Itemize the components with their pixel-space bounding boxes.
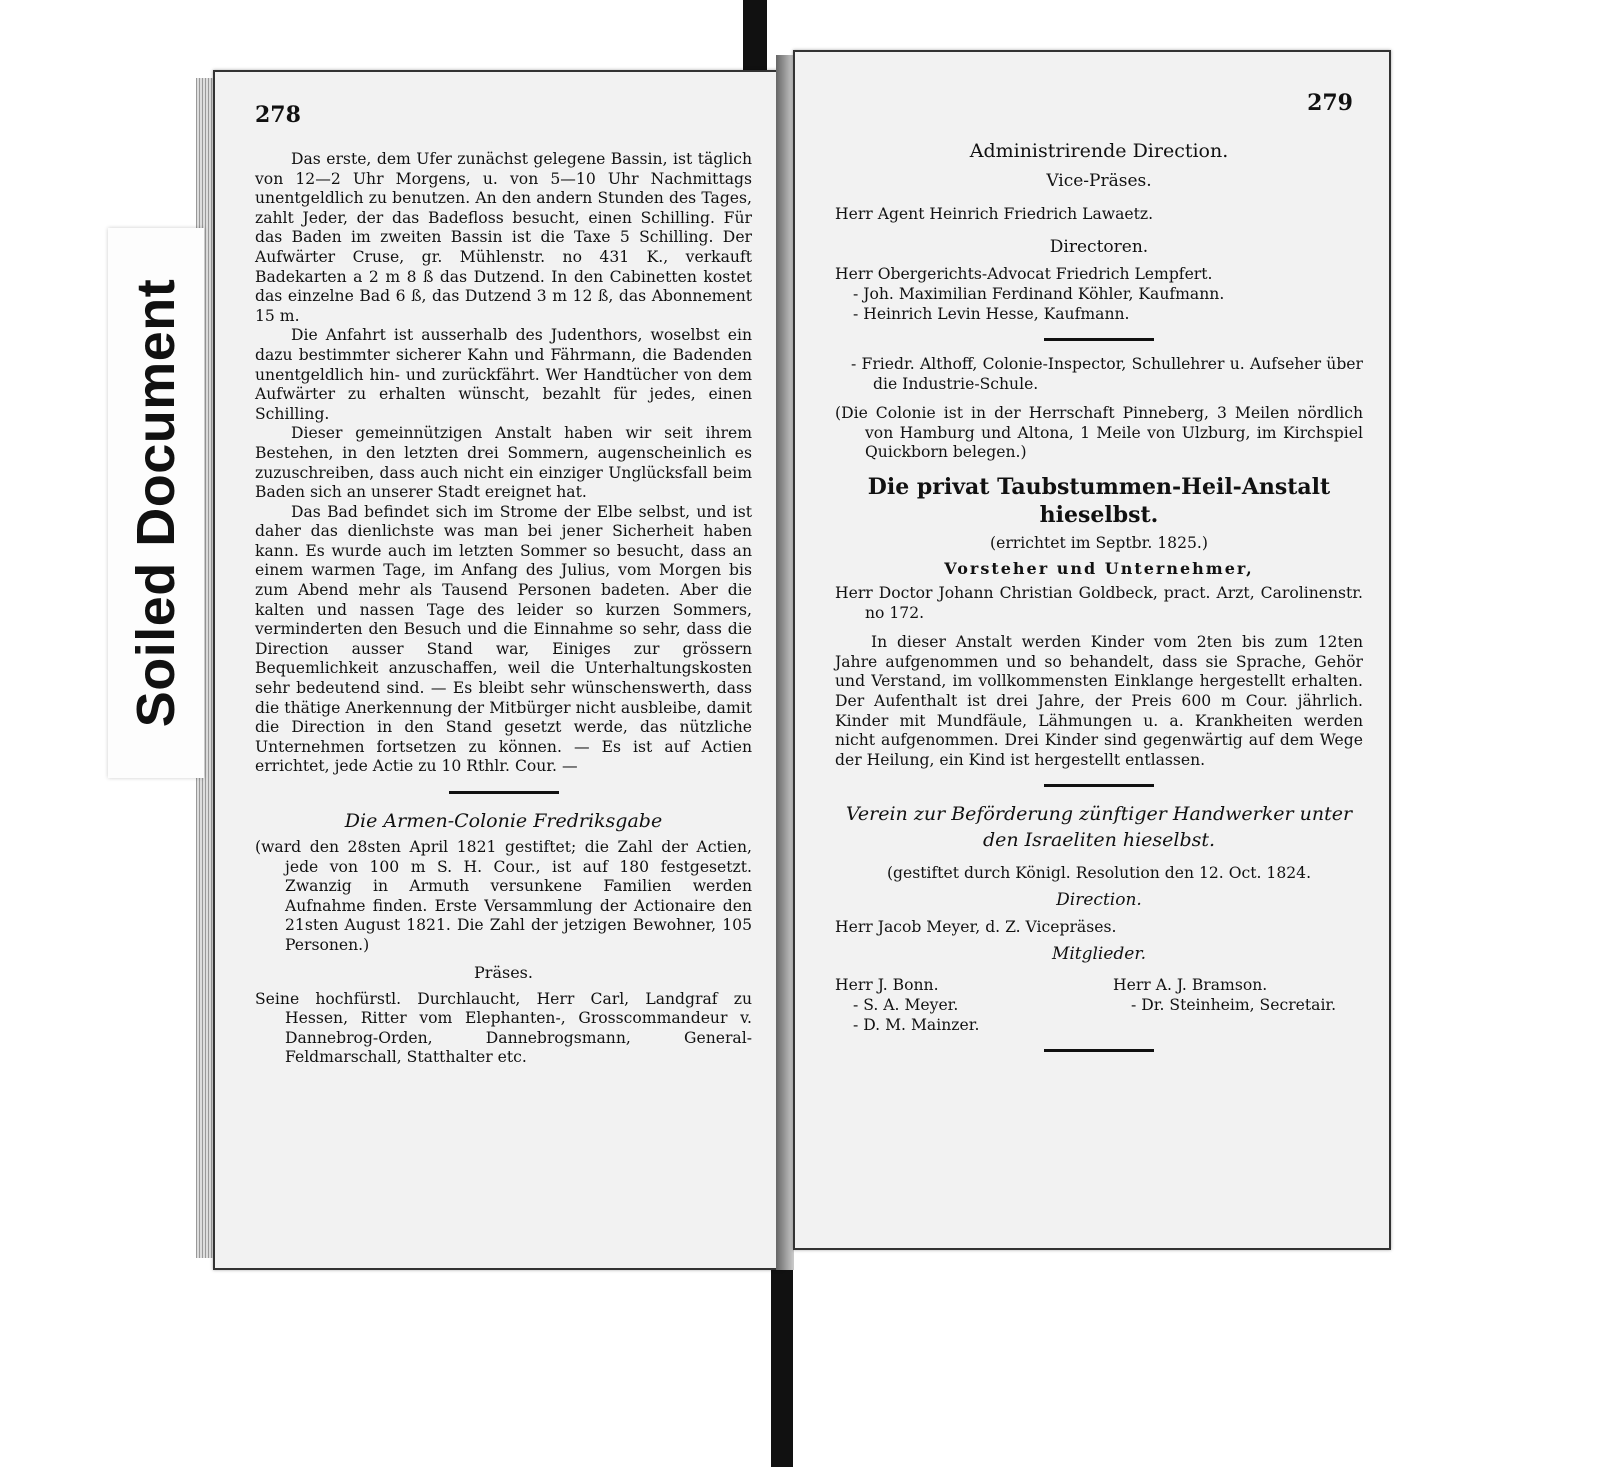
praeses-text: Seine hochfürstl. Durchlaucht, Herr Carl, Landgraf zu Hessen, Ritter vom Elephanten-, Grosscommandeur v. Dannebrog-Orden, Dannebrogsmann, General-Feldmarschall, Statthalter etc. <box>255 989 752 1067</box>
paragraph: Das Bad befindet sich im Strome der Elbe selbst, und ist daher das dienlichste was man bei jener Sicherheit haben kann. Es wurde auch im letzten Sommer so besucht, dass an einem warmen Tage, im Anfang des Julius, vom Morgen bis zum Abend mehr als Tausend Personen badeten. Aber die kalten und nassen Tage des leider so kurzen Sommers, verminderten den Besuch und die Einnahme so sehr, dass die Direction ausser Stand war, Einiges zur grössern Bequemlichkeit anzuschaffen, weil die Unterhaltungskosten sehr bedeutend sind. — Es bleibt sehr wünschenswerth, dass die thätige Anerkennung der Mitbürger nicht ausbleibe, damit die Direction in den Stand gesetzt werde, das nützliche Unternehmen fortsetzen zu können. — Es ist auf Actien errichtet, jede Actie zu 10 Rthlr. Cour. — <box>255 502 752 776</box>
members-list <box>835 975 1363 1035</box>
directors-heading: Directoren. <box>1049 237 1149 257</box>
member-line: - Dr. Steinheim, Secretair. <box>1131 996 1337 1015</box>
paragraph: Dieser gemeinnützigen Anstalt haben wir seit ihrem Bestehen, in den letzten drei Sommern, augenscheinlich es zuzuschreiben, dass auch nicht ein einziger Unglücksfall beim Baden sich an unserer Stadt ereignet hat. <box>255 424 752 502</box>
member-line: Herr J. Bonn. <box>835 976 939 995</box>
binding-top-strip <box>743 0 767 78</box>
verein-founded: (gestiftet durch Königl. Resolution den 12. Oct. 1824. <box>886 864 1312 883</box>
section-divider <box>1044 1049 1154 1052</box>
gutter-shadow <box>776 55 794 1270</box>
director-line: - Joh. Maximilian Ferdinand Köhler, Kaufmann. <box>853 285 1225 303</box>
paragraph: Das erste, dem Ufer zunächst gelegene Bassin, ist täglich von 12—2 Uhr Morgens, u. von 5—10 Uhr Nachmittags unentgeldlich zu benutzen. An den andern Stunden des Tages, zahlt Jeder, der das Badefloss besucht, einen Schilling. Für das Baden im zweiten Bassin ist die Taxe 5 Schilling. Der Aufwärter Cruse, gr. Mühlenstr. no 431 K., verkauft Badekarten a 2 m 8 ß das Dutzend. In den Cabinetten kostet das einzelne Bad 6 ß, das Dutzend 3 m 12 ß, das Abonnement 15 m. <box>255 150 752 325</box>
deaf-text: In dieser Anstalt werden Kinder vom 2ten bis zum 12ten Jahre aufgenommen und so behandelt, dass sie Sprache, Gehör und Verstand, im vollkommensten Einklange hergestellt erhalten. Der Aufenthalt ist drei Jahre, der Preis 600 m Cour. jährlich. Kinder mit Mundfäule, Lähmungen u. a. Krankheiten werden nicht aufgenommen. Drei Kinder sind gegenwärtig auf dem Wege der Heilung, ein Kind ist hergestellt entlassen. <box>835 633 1363 769</box>
verein-direction-heading: Direction. <box>1056 890 1142 911</box>
vice-heading: Vice-Präses. <box>1046 171 1152 191</box>
members-right-column <box>1113 975 1363 1035</box>
stamp-text: Soiled Document <box>126 278 186 728</box>
praeses-heading: Präses. <box>474 962 533 982</box>
binding-bottom-strip <box>771 1265 793 1467</box>
deaf-heads-heading: Vorsteher und Unternehmer, <box>944 558 1254 578</box>
paragraph: Die Anfahrt ist ausserhalb des Judenthors, woselbst ein dazu bestimmter sicherer Kahn und Fährmann, die Badenden unentgeldlich hin- und zurückfährt. Wer Handtücher von dem Aufwärter zu erhalten wünscht, bezahlt für jedes, einen Schilling. <box>255 326 752 423</box>
director-line: Herr Obergerichts-Advocat Friedrich Lempfert. <box>835 265 1213 283</box>
verein-director: Herr Jacob Meyer, d. Z. Vicepräses. <box>835 918 1117 937</box>
soiled-document-stamp <box>108 228 204 778</box>
deaf-founded: (errichtet im Septbr. 1825.) <box>990 533 1208 552</box>
colony-title: Die Armen-Colonie Fredriksgabe <box>344 810 663 832</box>
inspector-line: - Friedr. Althoff, Colonie-Inspector, Schullehrer u. Aufseher über die Industrie-Schule. <box>851 355 1363 393</box>
page-number-left: 278 <box>255 102 301 128</box>
section-divider <box>1044 338 1154 341</box>
colony-note: (Die Colonie ist in der Herrschaft Pinneberg, 3 Meilen nördlich von Hamburg und Altona, 1 Meile von Ulzburg, im Kirchspiel Quickborn belegen.) <box>835 404 1363 462</box>
member-line: - D. M. Mainzer. <box>853 1016 980 1035</box>
admin-heading: Administrirende Direction. <box>969 140 1229 162</box>
director-line: - Heinrich Levin Hesse, Kaufmann. <box>853 305 1130 323</box>
verein-title: Verein zur Beförderung zünftiger Handwerker unter den Israeliten hieselbst. <box>845 803 1353 852</box>
vice-name: Herr Agent Heinrich Friedrich Lawaetz. <box>835 205 1154 223</box>
member-line: - S. A. Meyer. <box>853 996 959 1015</box>
members-heading: Mitglieder. <box>1051 944 1147 965</box>
section-divider <box>449 791 559 794</box>
right-page <box>793 50 1391 1250</box>
colony-text: (ward den 28sten April 1821 gestiftet; die Zahl der Actien, jede von 100 m S. H. Cour., ist auf 180 festgesetzt. Zwanzig in Armuth versunkene Familien werden Aufnahme finden. Erste Versammlung der Actionaire den 21sten August 1821. Die Zahl der jetzigen Bewohner, 105 Personen.) <box>255 838 752 954</box>
deaf-head: Herr Doctor Johann Christian Goldbeck, pract. Arzt, Carolinenstr. no 172. <box>835 583 1363 622</box>
member-line: Herr A. J. Bramson. <box>1113 976 1268 995</box>
members-left-column <box>835 975 979 1035</box>
deaf-institute-title: Die privat Taubstummen-Heil-Anstalt hieselbst. <box>867 473 1331 528</box>
section-divider <box>1044 784 1154 787</box>
left-page <box>213 70 783 1270</box>
page-number-right: 279 <box>1307 90 1353 116</box>
